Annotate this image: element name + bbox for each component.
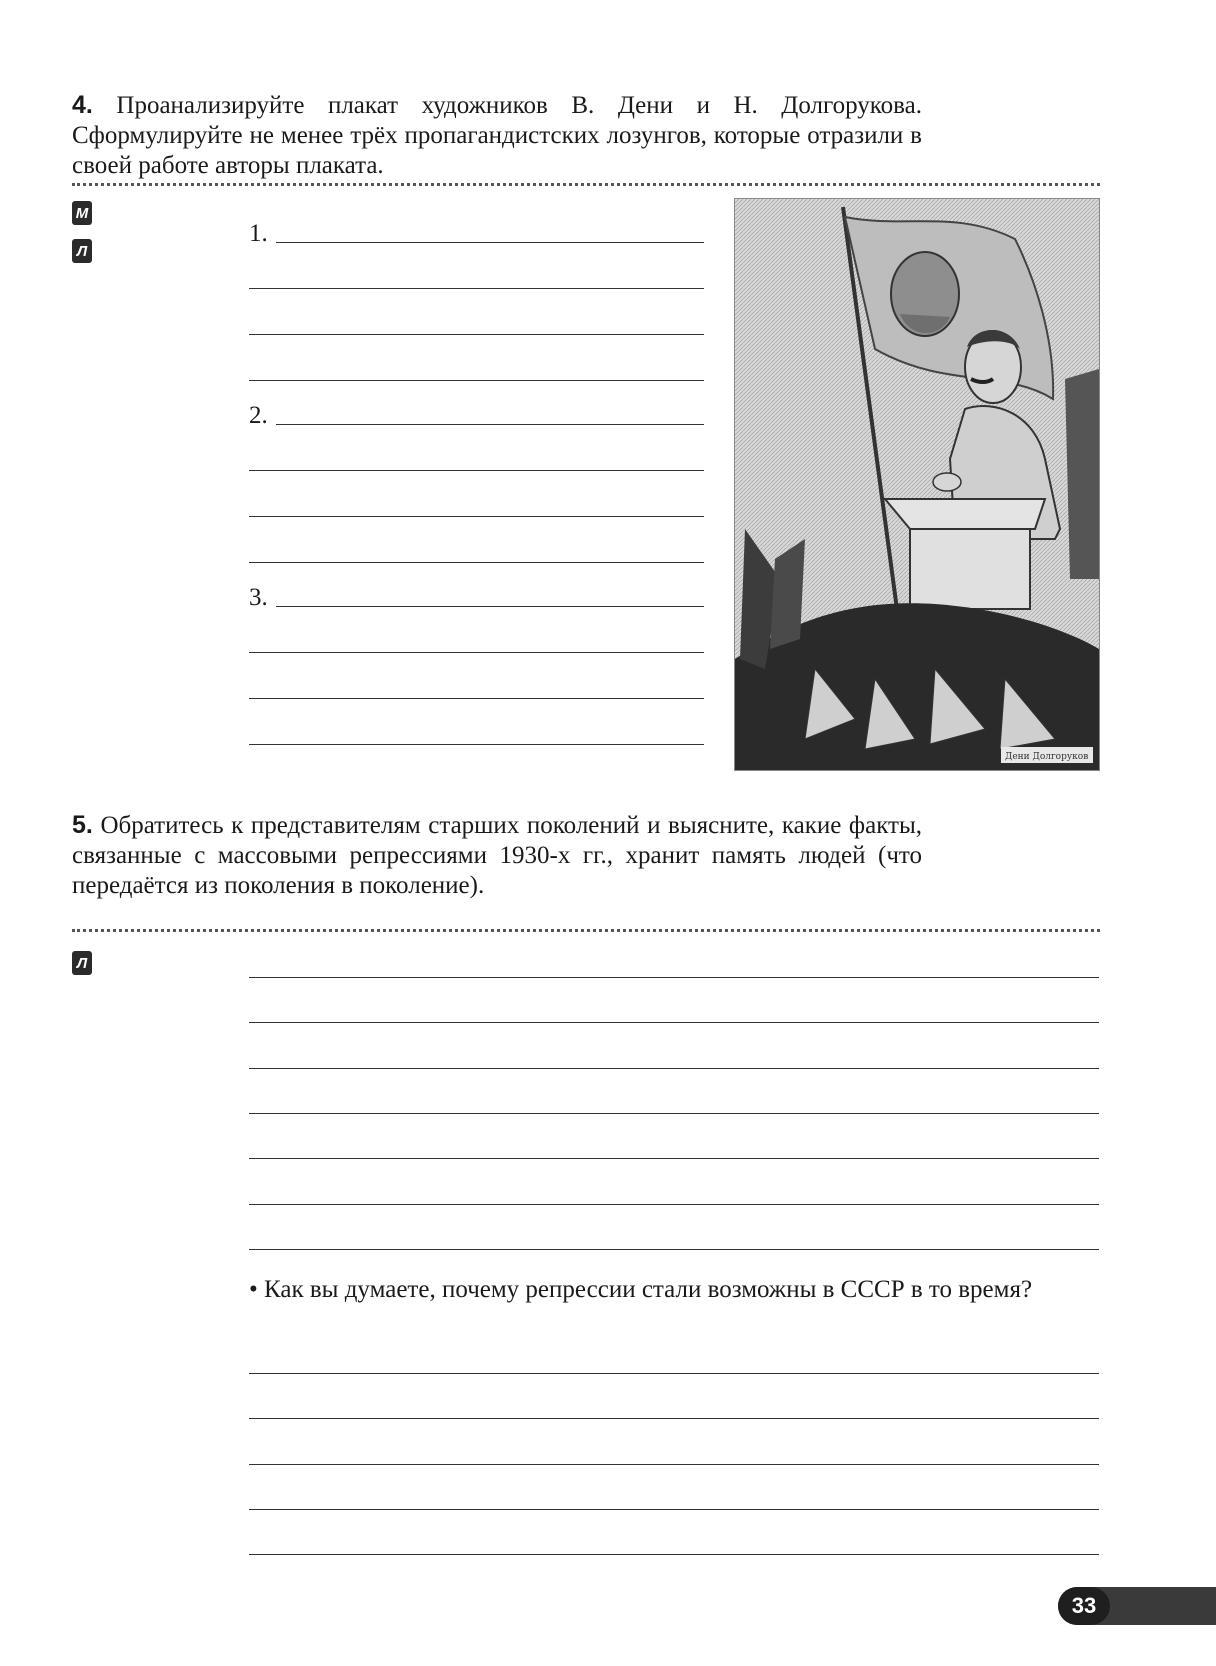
item-2-label: 2.	[249, 402, 268, 429]
item-3-label: 3.	[249, 584, 268, 611]
task-5-question-text: Как вы думаете, почему репрессии стали возможны в СССР в то время?	[264, 1276, 1033, 1303]
answer-line[interactable]	[249, 1022, 1099, 1023]
answer-line[interactable]	[249, 334, 704, 335]
task-4-text: Проанализируйте плакат художников В. Дени и Н. Долгорукова. Сформулируйте не менее трёх пропагандистских лозунгов, которые отразили в своей работе авторы плаката.	[72, 92, 922, 179]
task-5-number: 5.	[72, 811, 93, 839]
task-5-divider	[72, 929, 1100, 932]
personal-badge-icon: Л	[72, 239, 92, 263]
task-5-heading	[72, 810, 922, 901]
answer-line[interactable]	[249, 516, 704, 517]
answer-line[interactable]	[249, 1158, 1099, 1159]
answer-line[interactable]	[249, 1509, 1099, 1510]
answer-line[interactable]	[249, 977, 1099, 978]
page-number: 33	[1058, 1587, 1110, 1625]
answer-line[interactable]	[276, 242, 704, 243]
poster-illustration	[735, 199, 1099, 770]
answer-line[interactable]	[249, 562, 704, 563]
answer-line[interactable]	[276, 606, 704, 607]
answer-line[interactable]	[249, 1113, 1099, 1114]
answer-line[interactable]	[249, 1418, 1099, 1419]
answer-line[interactable]	[249, 1204, 1099, 1205]
task-4-heading	[72, 90, 922, 181]
personal-badge-icon: Л	[72, 951, 92, 975]
answer-line[interactable]	[276, 424, 704, 425]
answer-line[interactable]	[249, 1464, 1099, 1465]
bullet-icon: •	[249, 1276, 258, 1303]
method-badge-icon: М	[72, 201, 92, 225]
answer-line[interactable]	[249, 470, 704, 471]
poster-signature: Дени Долгоруков	[1005, 752, 1089, 762]
task-5-text: Обратитесь к представителям старших поколений и выясните, какие факты, связанные с массовыми репрессиями 1930-х гг., хранит память людей (что передаётся из поколения в поколение).	[72, 812, 922, 899]
task-4-number: 4.	[72, 91, 93, 119]
answer-line[interactable]	[249, 698, 704, 699]
task-5-question	[249, 1275, 1099, 1305]
answer-line[interactable]	[249, 288, 704, 289]
item-1-label: 1.	[249, 220, 268, 247]
answer-line[interactable]	[249, 380, 704, 381]
propaganda-poster-image	[734, 198, 1100, 771]
task-4-divider	[72, 183, 1100, 186]
answer-line[interactable]	[249, 652, 704, 653]
answer-line[interactable]	[249, 1554, 1099, 1555]
answer-line[interactable]	[249, 1373, 1099, 1374]
answer-line[interactable]	[249, 1249, 1099, 1250]
answer-line[interactable]	[249, 1068, 1099, 1069]
answer-line[interactable]	[249, 744, 704, 745]
